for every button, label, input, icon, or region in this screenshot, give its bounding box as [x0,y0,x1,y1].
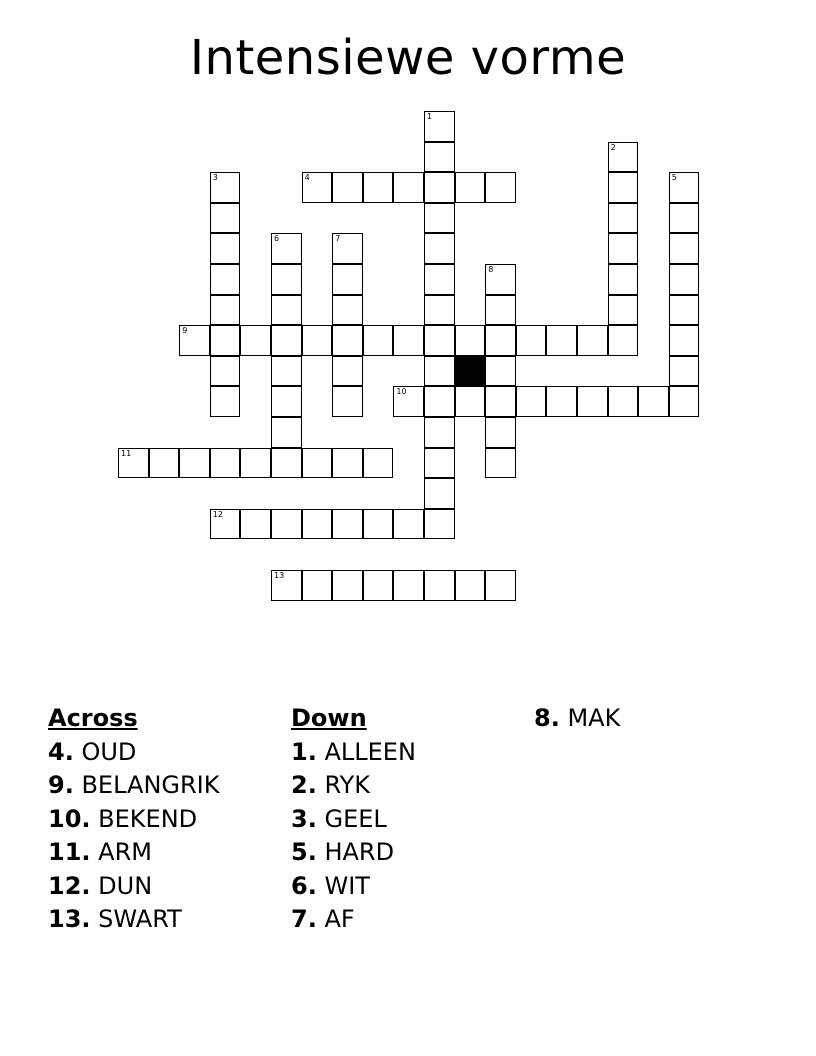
cell-number: 1 [427,112,433,121]
clue-across-11: 11. ARM [48,838,152,866]
grid-cell[interactable] [424,417,455,448]
grid-cell[interactable] [363,509,394,540]
grid-cell[interactable] [332,264,363,295]
grid-cell[interactable] [149,448,180,479]
grid-cell[interactable] [118,448,149,479]
grid-cell[interactable] [577,386,608,417]
grid-cell[interactable] [363,325,394,356]
grid-cell[interactable] [363,570,394,601]
grid-cell[interactable] [302,448,333,479]
grid-cell[interactable] [424,509,455,540]
grid-cell[interactable] [271,233,302,264]
grid-cell[interactable] [332,448,363,479]
grid-cell[interactable] [669,295,700,326]
grid-cell[interactable] [546,386,577,417]
grid-cell[interactable] [424,233,455,264]
grid-cell[interactable] [210,172,241,203]
grid-cell[interactable] [302,509,333,540]
grid-cell[interactable] [179,325,210,356]
cell-number: 10 [396,387,407,397]
grid-cell[interactable] [210,325,241,356]
grid-cell[interactable] [608,386,639,417]
grid-cell[interactable] [271,325,302,356]
grid-cell[interactable] [516,325,547,356]
grid-cell[interactable] [271,264,302,295]
grid-cell[interactable] [608,142,639,173]
grid-cell[interactable] [210,386,241,417]
grid-cell[interactable] [485,325,516,356]
cell-number: 6 [274,234,280,244]
grid-cell[interactable] [393,509,424,540]
down-clues [291,702,416,937]
cell-number: 7 [335,234,341,244]
clue-down-5: 5. HARD [291,838,395,866]
grid-cell[interactable] [608,203,639,234]
clue-down-7: 7. AF [291,905,355,933]
clue-across-4: 4. OUD [48,737,137,766]
grid-cell[interactable] [608,264,639,295]
grid-cell[interactable] [240,509,271,540]
grid-cell[interactable] [669,172,700,203]
grid-cell[interactable] [179,448,210,479]
grid-cell[interactable] [424,264,455,295]
grid-cell[interactable] [485,386,516,417]
grid-cell[interactable] [608,233,639,264]
grid-cell[interactable] [240,325,271,356]
grid-cell[interactable] [332,570,363,601]
grid-cell[interactable] [638,386,669,417]
grid-cell[interactable] [332,295,363,326]
grid-cell[interactable] [363,448,394,479]
clue-down-3: 3. GEEL [291,804,387,833]
cell-number: 5 [671,173,677,183]
grid-cell[interactable] [669,325,700,356]
grid-cell[interactable] [271,448,302,479]
grid-cell[interactable] [271,356,302,387]
across-heading: Across [48,704,138,732]
grid-cell[interactable] [455,325,486,356]
cell-number: 8 [488,265,494,274]
clue-down-1: 1. ALLEEN [291,737,416,766]
grid-cell[interactable] [455,570,486,601]
grid-cell[interactable] [271,417,302,448]
grid-cell[interactable] [393,570,424,601]
grid-cell[interactable] [210,356,241,387]
grid-cell[interactable] [546,325,577,356]
grid-cell[interactable] [210,509,241,540]
grid-cell[interactable] [240,448,271,479]
clue-down-6: 6. WIT [291,871,370,900]
cell-number: 4 [304,173,310,183]
grid-cell[interactable] [302,570,333,601]
clue-across-10: 10. BEKEND [48,804,198,833]
grid-cell[interactable] [271,509,302,540]
grid-cell[interactable] [608,325,639,356]
grid-cell[interactable] [424,295,455,326]
grid-cell[interactable] [424,203,455,234]
clue-across-9: 9. BELANGRIK [48,771,220,799]
grid-cell[interactable] [669,356,700,387]
grid-cell[interactable] [485,356,516,387]
grid-cell[interactable] [424,478,455,509]
grid-cell[interactable] [608,295,639,326]
grid-cell[interactable] [210,295,241,326]
cell-number: 12 [212,509,223,519]
grid-cell[interactable] [455,172,486,203]
down-heading: Down [291,704,367,732]
grid-cell[interactable] [271,386,302,417]
puzzle-title: Intensiewe vorme [189,30,627,86]
grid-cell[interactable] [393,325,424,356]
grid-cell[interactable] [332,325,363,356]
cell-number: 11 [121,448,132,458]
clue-across-12: 12. DUN [48,871,153,900]
clue-across-13: 13. SWART [48,905,182,933]
grid-cell[interactable] [485,172,516,203]
grid-cell[interactable] [669,386,700,417]
grid-cell[interactable] [485,295,516,326]
grid-cell[interactable] [332,356,363,387]
cell-number: 9 [182,326,188,336]
grid-cell[interactable] [210,264,241,295]
grid-cell[interactable] [424,386,455,417]
across-clues [48,702,219,937]
clue-down-2: 2. RYK [291,771,371,799]
grid-cell[interactable] [332,509,363,540]
grid-cell[interactable] [271,295,302,326]
cell-number: 3 [212,173,218,183]
grid-cell[interactable] [332,386,363,417]
grid-cell[interactable] [210,448,241,479]
grid-cell[interactable] [424,325,455,356]
clue-down-8: 8. MAK [534,704,621,732]
grid-cell[interactable] [608,172,639,203]
grid-cell[interactable] [424,142,455,173]
cell-number: 2 [610,142,616,152]
grid-cell[interactable] [669,233,700,264]
grid-cell[interactable] [516,386,547,417]
grid-cell[interactable] [455,386,486,417]
grid-cell[interactable] [210,233,241,264]
grid-cell[interactable] [363,172,394,203]
cell-number: 13 [274,571,285,580]
grid-cell[interactable] [332,172,363,203]
grid-cell[interactable] [424,448,455,479]
grid-cell[interactable] [577,325,608,356]
grid-cell[interactable] [669,203,700,234]
grid-cell[interactable] [669,264,700,295]
grid-cell[interactable] [302,325,333,356]
grid-cell[interactable] [210,203,241,234]
down-clues-continued [534,702,620,736]
black-square [455,356,486,387]
grid-cell[interactable] [485,448,516,479]
grid-cell[interactable] [424,570,455,601]
grid-cell[interactable] [393,386,424,417]
grid-cell[interactable] [424,356,455,387]
grid-cell[interactable] [332,233,363,264]
grid-cell[interactable] [302,172,333,203]
grid-cell[interactable] [393,172,424,203]
grid-cell[interactable] [485,417,516,448]
grid-cell[interactable] [424,111,455,142]
grid-cell[interactable] [485,264,516,295]
grid-cell[interactable] [485,570,516,601]
grid-cell[interactable] [424,172,455,203]
grid-cell[interactable] [271,570,302,601]
